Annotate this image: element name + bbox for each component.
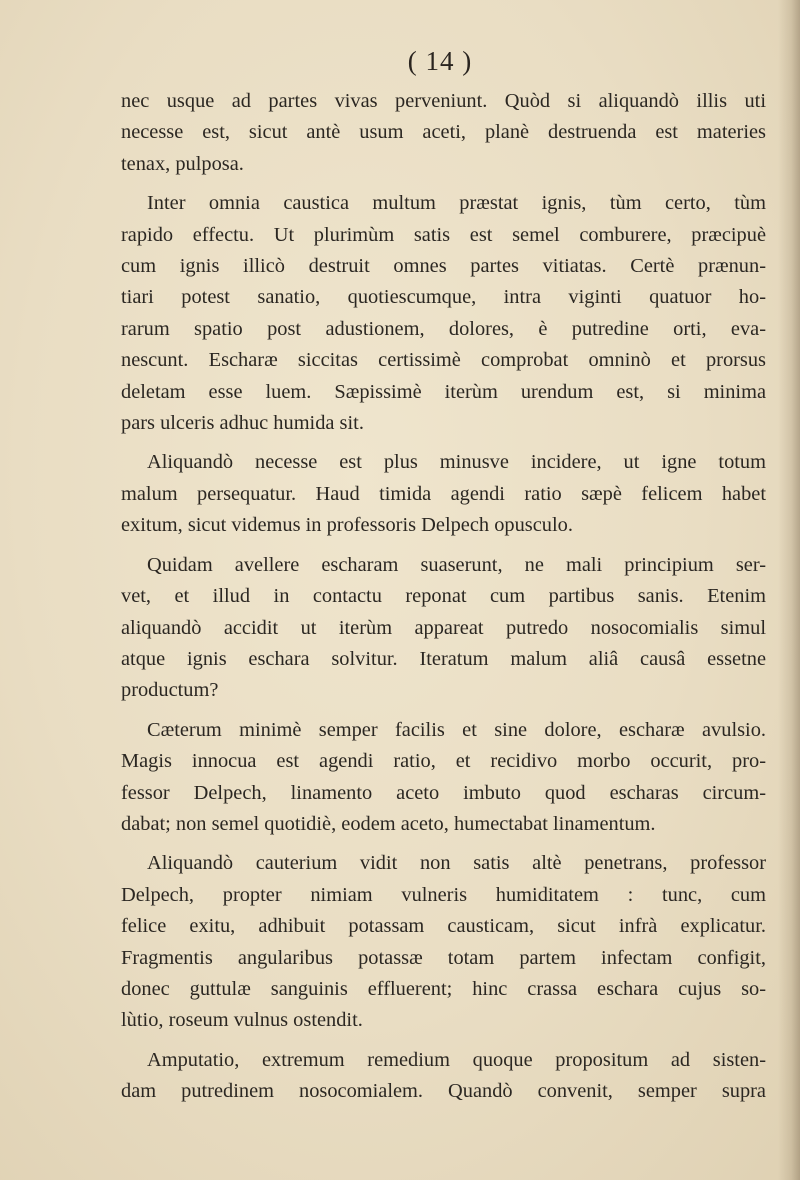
text-line: Aliquandò cauterium vidit non satis altè penetrans, professor xyxy=(147,852,766,875)
text-line: tenax, pulposa. xyxy=(121,152,244,175)
text-line: Amputatio, extremum remedium quoque propositum ad sisten- xyxy=(147,1048,766,1071)
text-line: Quidam avellere escharam suaserunt, ne mali principium ser- xyxy=(147,553,766,576)
text-line: vet, et illud in contactu reponat cum partibus sanis. Etenim xyxy=(121,585,766,608)
text-line: felice exitu, adhibuit potassam causticam, sicut infrà explicatur. xyxy=(121,915,766,938)
text-line: exitum, sicut videmus in professoris Delpech opusculo. xyxy=(121,514,573,537)
text-line: nescunt. Escharæ siccitas certissimè comprobat omninò et prorsus xyxy=(121,349,766,372)
text-line: Cæterum minimè semper facilis et sine dolore, escharæ avulsio. xyxy=(147,718,766,741)
text-line: Inter omnia caustica multum præstat ignis, tùm certo, tùm xyxy=(147,192,766,215)
page-number: ( 14 ) xyxy=(407,46,473,76)
paragraph xyxy=(121,715,766,841)
text-line: Fragmentis angularibus potassæ totam partem infectam configit, xyxy=(121,946,766,969)
page-body-text xyxy=(121,86,766,1116)
paragraph xyxy=(121,86,766,180)
text-line: dam putredinem nosocomialem. Quandò convenit, semper supra xyxy=(121,1080,766,1103)
paragraph xyxy=(121,848,766,1036)
paragraph xyxy=(121,550,766,707)
text-line: nec usque ad partes vivas perveniunt. Quòd si aliquandò illis uti xyxy=(121,90,766,112)
text-line: Delpech, propter nimiam vulneris humiditatem : tunc, cum xyxy=(121,883,766,906)
text-line: donec guttulæ sanguinis effluerent; hinc crassa eschara cujus so- xyxy=(121,977,766,1000)
paragraph xyxy=(121,447,766,541)
text-line: lùtio, roseum vulnus ostendit. xyxy=(121,1009,363,1032)
text-line: pars ulceris adhuc humida sit. xyxy=(121,412,364,435)
text-line: tiari potest sanatio, quotiescumque, intra viginti quatuor ho- xyxy=(121,286,766,309)
text-line: rapido effectu. Ut plurimùm satis est semel comburere, præcipuè xyxy=(121,223,766,246)
text-line: fessor Delpech, linamento aceto imbuto quod escharas circum- xyxy=(121,781,766,804)
text-line: atque ignis eschara solvitur. Iteratum malum aliâ causâ essetne xyxy=(121,647,766,670)
text-line: Magis innocua est agendi ratio, et recidivo morbo occurit, pro- xyxy=(121,750,766,773)
text-line: rarum spatio post adustionem, dolores, è putredine orti, eva- xyxy=(121,317,766,340)
text-line: necesse est, sicut antè usum aceti, planè destruenda est materies xyxy=(121,121,766,144)
text-line: aliquandò accidit ut iterùm appareat putredo nosocomialis simul xyxy=(121,616,766,639)
text-line: cum ignis illicò destruit omnes partes vitiatas. Certè prænun- xyxy=(121,255,766,278)
text-line: dabat; non semel quotidiè, eodem aceto, humectabat linamentum. xyxy=(121,812,656,835)
text-line: productum? xyxy=(121,679,219,702)
text-line: malum persequatur. Haud timida agendi ratio sæpè felicem habet xyxy=(121,482,766,505)
paragraph xyxy=(121,1045,766,1108)
text-line: deletam esse luem. Sæpissimè iterùm urendum est, si minima xyxy=(121,380,766,403)
page-edge-shadow xyxy=(778,0,800,1180)
text-line: Aliquandò necesse est plus minusve incidere, ut igne totum xyxy=(147,451,766,474)
paragraph xyxy=(121,188,766,439)
